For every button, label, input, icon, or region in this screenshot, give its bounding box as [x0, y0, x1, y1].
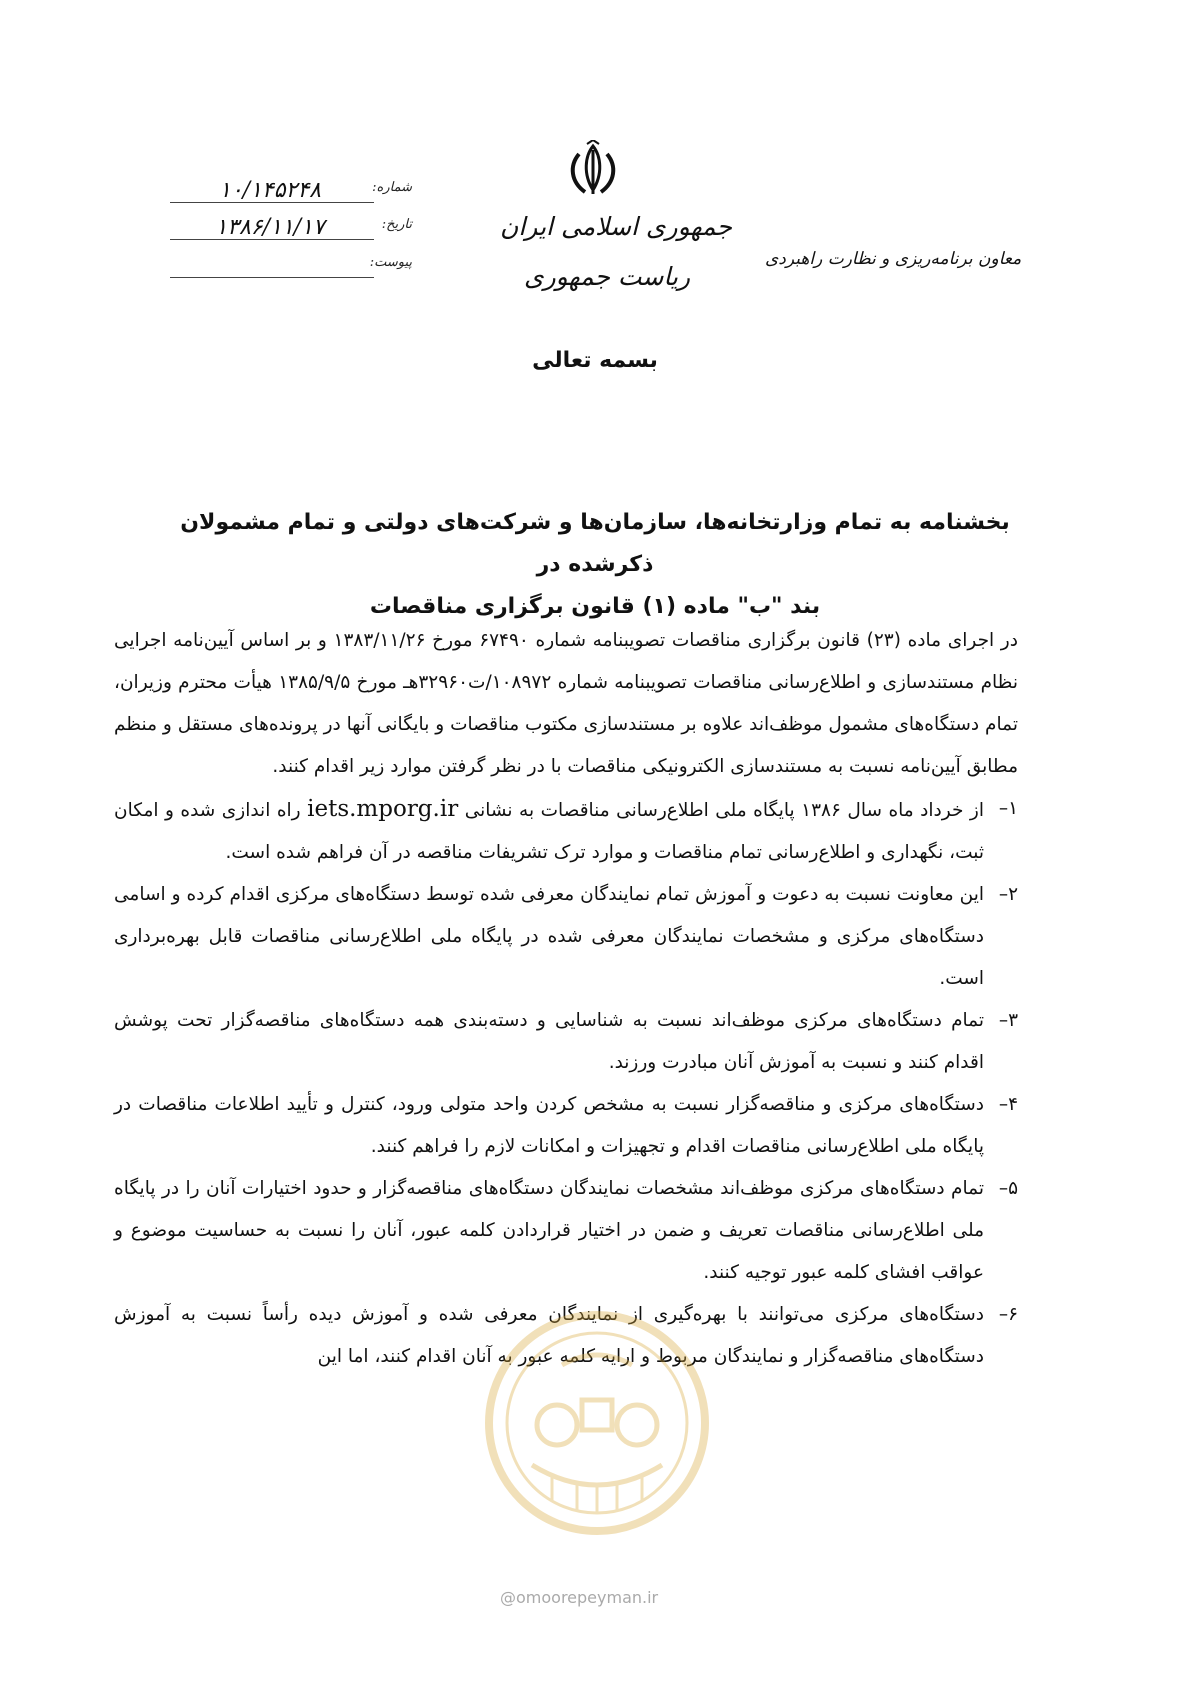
list-item	[114, 1168, 1018, 1294]
document-title	[150, 502, 1040, 628]
iran-emblem-icon	[563, 140, 623, 200]
list-item-number: ۴–	[998, 1094, 1018, 1115]
list-item	[114, 1084, 1018, 1168]
title-line-2: بند "ب" ماده (۱) قانون برگزاری مناقصات	[369, 594, 821, 619]
list-item-text: این معاونت نسبت به دعوت و آموزش تمام نمایندگان معرفی شده توسط دستگاه‌های مرکزی اقدام کرده و اسامی دستگاه‌های مرکزی و مشخصات نمایندگان معرفی شده در پایگاه ملی اطلاع‌رسانی مناقصات قابل بهره‌برداری است.	[114, 884, 984, 989]
list-item-number: ۱–	[998, 798, 1018, 819]
list-item	[114, 874, 1018, 1000]
letter-date-label: تاریخ:	[381, 217, 412, 232]
letter-number-row	[170, 180, 412, 210]
letter-number-value: ۱۰/۱۴۵۲۴۸	[219, 178, 321, 203]
deputy-title: معاون برنامه‌ریزی و نظارت راهبردی	[765, 249, 1022, 269]
letter-attachment-label: پیوست:	[369, 255, 412, 270]
list-item	[114, 1000, 1018, 1084]
list-item-text: تمام دستگاه‌های مرکزی موظف‌اند نسبت به شناسایی و دسته‌بندی همه دستگاه‌های مناقصه‌گزار تحت پوشش اقدام کنند و نسبت به آموزش آنان مبادرت ورزند.	[114, 1010, 984, 1073]
org-name: جمهوری اسلامی ایران	[500, 212, 732, 241]
title-line-1: بخشنامه به تمام وزارتخانه‌ها، سازمان‌ها و شرکت‌های دولتی و تمام مشمولان ذکرشده در	[180, 510, 1010, 577]
letter-attachment-row	[170, 255, 412, 285]
letter-date-row	[170, 217, 412, 247]
list-item-number: ۲–	[998, 884, 1018, 905]
list-item-number: ۶–	[998, 1304, 1018, 1325]
org-subname: ریاست جمهوری	[524, 262, 691, 291]
list-item	[114, 788, 1018, 874]
watermark-text: @omoorepeyman.ir	[500, 1588, 659, 1607]
list-item-text: دستگاه‌های مرکزی و مناقصه‌گزار نسبت به مشخص کردن واحد متولی ورود، کنترل و تأیید اطلاعات مناقصات در پایگاه ملی اطلاع‌رسانی مناقصات اقدام و تجهیزات و امکانات لازم را فراهم کنند.	[114, 1094, 984, 1157]
list-item-text: دستگاه‌های مرکزی می‌توانند با بهره‌گیری از نمایندگان معرفی شده و آموزش دیده رأساً نسبت به آموزش دستگاه‌های مناقصه‌گزار و نمایندگان مربوط و ارایه کلمه عبور به آنان اقدام کنند، اما این	[114, 1304, 984, 1367]
list-item-text: تمام دستگاه‌های مرکزی موظف‌اند مشخصات نمایندگان دستگاه‌های مناقصه‌گزار و حدود اختیارات آنان را در پایگاه ملی اطلاع‌رسانی مناقصات تعریف و ضمن در اختیار قراردادن کلمه عبور، آنان را نسبت به حساسیت موضوع و عواقب افشای کلمه عبور توجیه کنند.	[114, 1178, 984, 1283]
intro-paragraph: در اجرای ماده (۲۳) قانون برگزاری مناقصات تصویبنامه شماره ۶۷۴۹۰ مورخ ۱۳۸۳/۱۱/۲۶ و بر اساس آیین‌نامه اجرایی نظام مستندسازی و اطلاع‌رسانی مناقصات تصویبنامه شماره ۱۰۸۹۷۲/ت۳۲۹۶۰هـ مورخ ۱۳۸۵/۹/۵ هیأت محترم وزیران، تمام دستگاه‌های مشمول موظف‌اند علاوه بر مستندسازی مکتوب مناقصات و بایگانی آنها در پرونده‌های مستقل و منظم مطابق آیین‌نامه نسبت به مستندسازی الکترونیکی مناقصات با در نظر گرفتن موارد زیر اقدام کنند.	[114, 630, 1018, 777]
list-item	[114, 1294, 1018, 1378]
website-link[interactable]: iets.mporg.ir	[307, 796, 459, 822]
letter-date-value: ۱۳۸۶/۱۱/۱۷	[215, 215, 325, 240]
list-item-number: ۵–	[998, 1178, 1018, 1199]
list-item-number: ۳–	[998, 1010, 1018, 1031]
document-body	[114, 620, 1018, 1378]
basmala-heading: بسمه تعالی	[532, 348, 658, 373]
list-item-text: از خرداد ماه سال ۱۳۸۶ پایگاه ملی اطلاع‌رسانی مناقصات به نشانی iets.mporg.ir راه اندازی شده و امکان ثبت، نگهداری و اطلاع‌رسانی تمام مناقصات و موارد ترک تشریفات مناقصه در آن فراهم شده است.	[114, 796, 984, 863]
letter-number-label: شماره:	[372, 180, 412, 195]
